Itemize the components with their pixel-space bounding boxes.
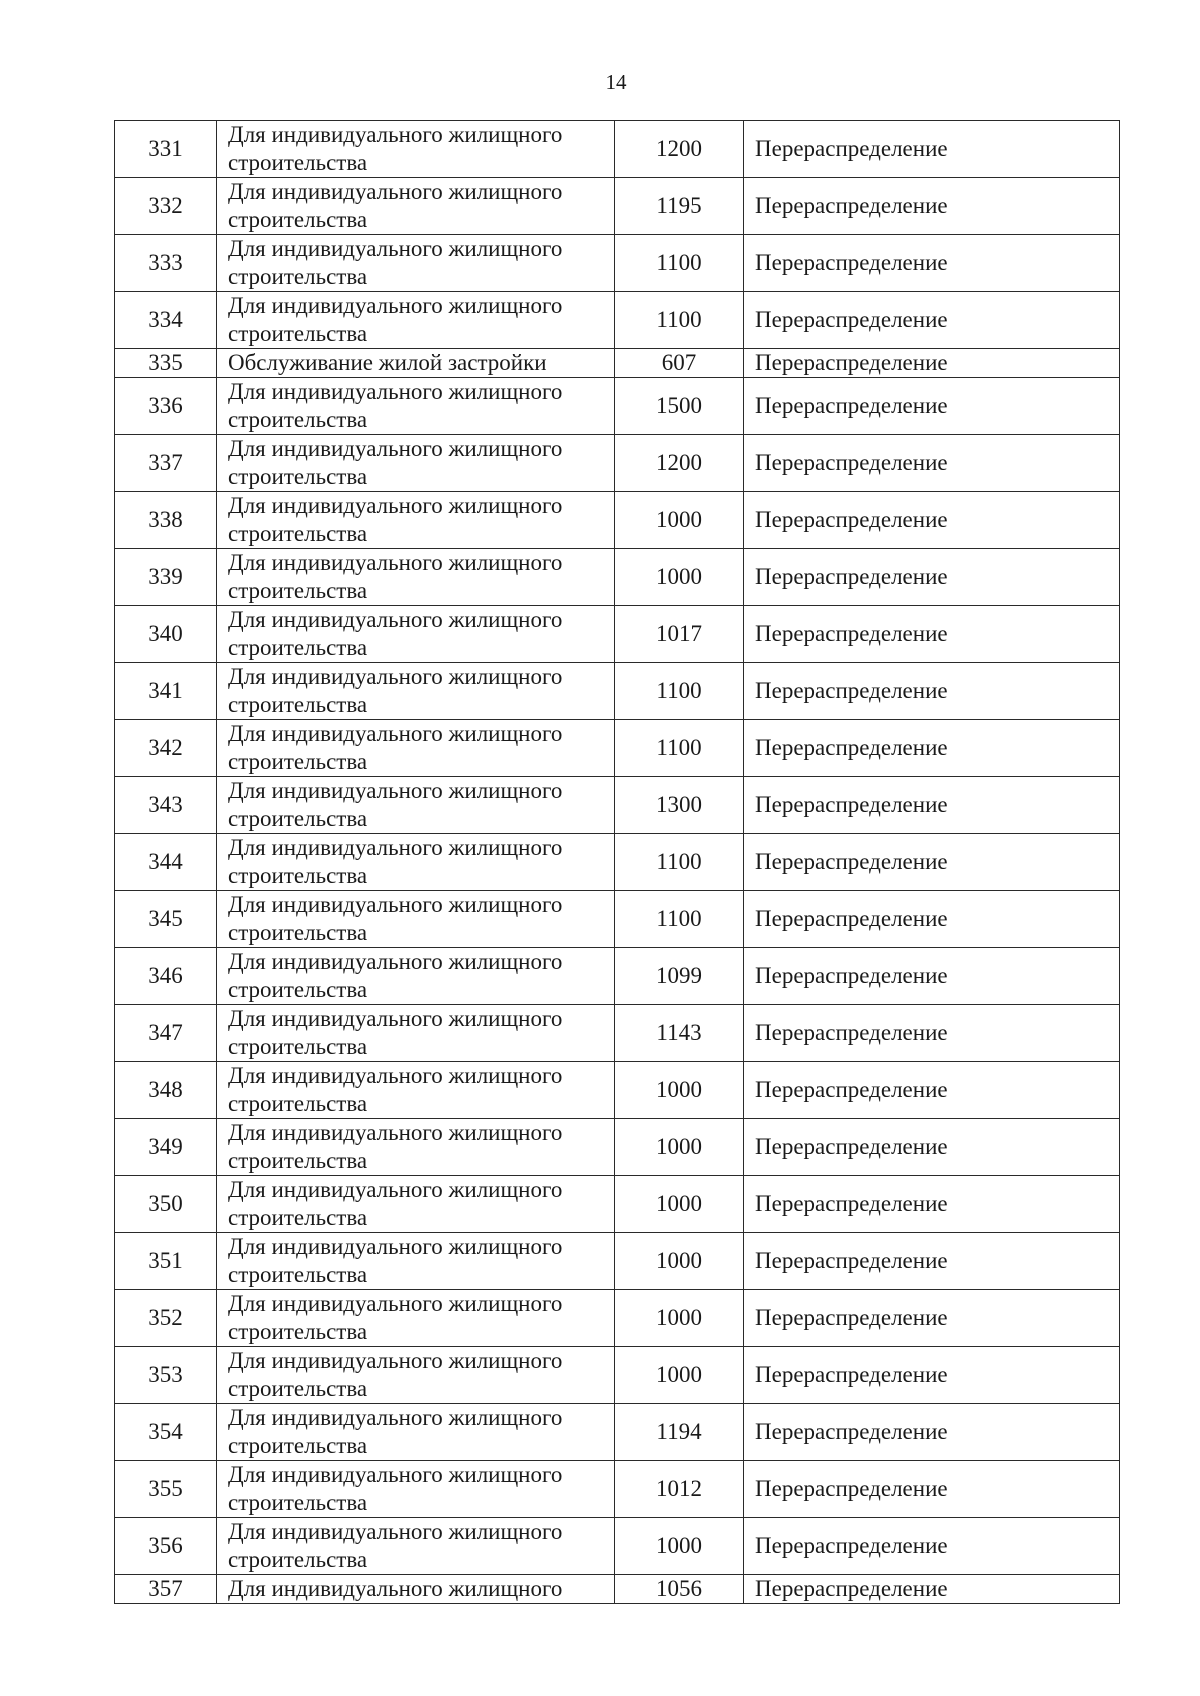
row-number-cell bbox=[115, 1005, 217, 1062]
row-number-text: 332 bbox=[148, 193, 183, 218]
land-use-cell bbox=[217, 663, 615, 720]
area-text: 1000 bbox=[656, 564, 702, 589]
table-row bbox=[115, 1575, 1120, 1604]
land-use-text: Для индивидуального жилищного строительства bbox=[228, 1120, 563, 1173]
area-cell bbox=[615, 235, 744, 292]
table-row bbox=[115, 549, 1120, 606]
row-number-text: 336 bbox=[148, 393, 183, 418]
row-number-text: 342 bbox=[148, 735, 183, 760]
area-cell bbox=[615, 663, 744, 720]
area-text: 1143 bbox=[656, 1020, 702, 1045]
formation-method-cell bbox=[744, 178, 1120, 235]
area-cell bbox=[615, 1233, 744, 1290]
row-number-cell bbox=[115, 1575, 217, 1604]
formation-method-cell bbox=[744, 1005, 1120, 1062]
row-number-text: 348 bbox=[148, 1077, 183, 1102]
formation-method-cell bbox=[744, 1461, 1120, 1518]
land-use-text: Для индивидуального жилищного строительства bbox=[228, 1405, 563, 1458]
land-use-text: Для индивидуального жилищного строительства bbox=[228, 664, 563, 717]
area-cell bbox=[615, 1518, 744, 1575]
area-text: 1100 bbox=[656, 250, 702, 275]
land-plots-table bbox=[114, 120, 1120, 1604]
land-use-cell bbox=[217, 777, 615, 834]
row-number-text: 345 bbox=[148, 906, 183, 931]
land-use-cell bbox=[217, 1119, 615, 1176]
land-use-cell bbox=[217, 235, 615, 292]
land-use-text: Для индивидуального жилищного строительства bbox=[228, 1063, 563, 1116]
area-text: 1100 bbox=[656, 307, 702, 332]
table-row bbox=[115, 349, 1120, 378]
formation-method-cell bbox=[744, 235, 1120, 292]
formation-method-cell bbox=[744, 720, 1120, 777]
row-number-cell bbox=[115, 292, 217, 349]
land-use-text: Для индивидуального жилищного строительства bbox=[228, 493, 563, 546]
land-use-text: Для индивидуального жилищного строительства bbox=[228, 236, 563, 289]
formation-method-cell bbox=[744, 435, 1120, 492]
table-row bbox=[115, 1518, 1120, 1575]
area-text: 1200 bbox=[656, 450, 702, 475]
land-use-cell bbox=[217, 549, 615, 606]
formation-method-text: Перераспределение bbox=[755, 621, 948, 646]
formation-method-cell bbox=[744, 948, 1120, 1005]
area-cell bbox=[615, 606, 744, 663]
land-use-text: Для индивидуального жилищного строительства bbox=[228, 1519, 563, 1572]
formation-method-cell bbox=[744, 1176, 1120, 1233]
formation-method-cell bbox=[744, 121, 1120, 178]
table-row bbox=[115, 1119, 1120, 1176]
area-text: 1056 bbox=[656, 1576, 702, 1601]
row-number-cell bbox=[115, 1404, 217, 1461]
land-use-text: Для индивидуального жилищного строительства bbox=[228, 1291, 563, 1344]
formation-method-text: Перераспределение bbox=[755, 1020, 948, 1045]
table-row bbox=[115, 1176, 1120, 1233]
table-row bbox=[115, 1233, 1120, 1290]
table-row bbox=[115, 834, 1120, 891]
land-use-text: Для индивидуального жилищного строительства bbox=[228, 550, 563, 603]
row-number-cell bbox=[115, 606, 217, 663]
area-cell bbox=[615, 1404, 744, 1461]
row-number-cell bbox=[115, 720, 217, 777]
row-number-text: 351 bbox=[148, 1248, 183, 1273]
table-row bbox=[115, 1005, 1120, 1062]
table-row bbox=[115, 378, 1120, 435]
area-cell bbox=[615, 891, 744, 948]
formation-method-cell bbox=[744, 1347, 1120, 1404]
area-text: 1099 bbox=[656, 963, 702, 988]
formation-method-text: Перераспределение bbox=[755, 307, 948, 332]
row-number-text: 353 bbox=[148, 1362, 183, 1387]
table-row bbox=[115, 235, 1120, 292]
row-number-cell bbox=[115, 121, 217, 178]
row-number-cell bbox=[115, 891, 217, 948]
row-number-text: 354 bbox=[148, 1419, 183, 1444]
land-use-text: Для индивидуального жилищного строительства bbox=[228, 949, 563, 1002]
formation-method-cell bbox=[744, 1575, 1120, 1604]
row-number-text: 355 bbox=[148, 1476, 183, 1501]
area-cell bbox=[615, 948, 744, 1005]
land-use-text: Для индивидуального жилищного строительства bbox=[228, 1462, 563, 1515]
formation-method-text: Перераспределение bbox=[755, 735, 948, 760]
table-row bbox=[115, 121, 1120, 178]
formation-method-text: Перераспределение bbox=[755, 1576, 948, 1601]
formation-method-text: Перераспределение bbox=[755, 193, 948, 218]
formation-method-cell bbox=[744, 777, 1120, 834]
land-use-cell bbox=[217, 606, 615, 663]
area-text: 1100 bbox=[656, 906, 702, 931]
formation-method-text: Перераспределение bbox=[755, 136, 948, 161]
area-cell bbox=[615, 378, 744, 435]
table-row bbox=[115, 1404, 1120, 1461]
formation-method-text: Перераспределение bbox=[755, 1077, 948, 1102]
formation-method-cell bbox=[744, 1518, 1120, 1575]
row-number-cell bbox=[115, 1062, 217, 1119]
area-cell bbox=[615, 121, 744, 178]
area-cell bbox=[615, 1005, 744, 1062]
land-use-cell bbox=[217, 1005, 615, 1062]
area-text: 1000 bbox=[656, 1191, 702, 1216]
row-number-text: 338 bbox=[148, 507, 183, 532]
row-number-cell bbox=[115, 549, 217, 606]
land-use-text: Для индивидуального жилищного строительства bbox=[228, 1348, 563, 1401]
area-cell bbox=[615, 349, 744, 378]
row-number-cell bbox=[115, 777, 217, 834]
row-number-text: 335 bbox=[148, 350, 183, 375]
area-cell bbox=[615, 1176, 744, 1233]
table-row bbox=[115, 1347, 1120, 1404]
formation-method-text: Перераспределение bbox=[755, 1305, 948, 1330]
row-number-text: 344 bbox=[148, 849, 183, 874]
table-body bbox=[115, 121, 1120, 1604]
land-use-cell bbox=[217, 720, 615, 777]
formation-method-cell bbox=[744, 606, 1120, 663]
area-cell bbox=[615, 178, 744, 235]
area-cell bbox=[615, 549, 744, 606]
area-cell bbox=[615, 777, 744, 834]
row-number-cell bbox=[115, 349, 217, 378]
table-row bbox=[115, 492, 1120, 549]
area-text: 1300 bbox=[656, 792, 702, 817]
table-row bbox=[115, 948, 1120, 1005]
land-use-cell bbox=[217, 948, 615, 1005]
land-use-text: Для индивидуального жилищного строительства bbox=[228, 607, 563, 660]
formation-method-cell bbox=[744, 378, 1120, 435]
table-row bbox=[115, 435, 1120, 492]
formation-method-cell bbox=[744, 1290, 1120, 1347]
formation-method-cell bbox=[744, 492, 1120, 549]
area-cell bbox=[615, 292, 744, 349]
area-text: 1000 bbox=[656, 1362, 702, 1387]
row-number-text: 334 bbox=[148, 307, 183, 332]
area-text: 607 bbox=[661, 350, 697, 375]
formation-method-cell bbox=[744, 1233, 1120, 1290]
table-row bbox=[115, 292, 1120, 349]
formation-method-cell bbox=[744, 549, 1120, 606]
row-number-cell bbox=[115, 663, 217, 720]
table-row bbox=[115, 1461, 1120, 1518]
formation-method-cell bbox=[744, 292, 1120, 349]
land-use-text: Для индивидуального жилищного строительства bbox=[228, 379, 563, 432]
row-number-cell bbox=[115, 235, 217, 292]
formation-method-text: Перераспределение bbox=[755, 450, 948, 475]
land-use-text: Для индивидуального жилищного строительства bbox=[228, 1006, 563, 1059]
land-use-cell bbox=[217, 435, 615, 492]
area-cell bbox=[615, 1347, 744, 1404]
row-number-cell bbox=[115, 1461, 217, 1518]
land-use-cell bbox=[217, 121, 615, 178]
area-text: 1500 bbox=[656, 393, 702, 418]
area-cell bbox=[615, 1290, 744, 1347]
formation-method-cell bbox=[744, 1404, 1120, 1461]
area-text: 1100 bbox=[656, 849, 702, 874]
formation-method-text: Перераспределение bbox=[755, 963, 948, 988]
formation-method-cell bbox=[744, 1119, 1120, 1176]
land-use-text: Для индивидуального жилищного строительства bbox=[228, 1234, 563, 1287]
land-use-cell bbox=[217, 1575, 615, 1604]
formation-method-cell bbox=[744, 663, 1120, 720]
area-cell bbox=[615, 1575, 744, 1604]
land-use-text: Для индивидуального жилищного строительства bbox=[228, 892, 563, 945]
table-row bbox=[115, 1062, 1120, 1119]
row-number-text: 333 bbox=[148, 250, 183, 275]
land-use-cell bbox=[217, 1176, 615, 1233]
area-text: 1100 bbox=[656, 735, 702, 760]
land-use-cell bbox=[217, 834, 615, 891]
table-row bbox=[115, 720, 1120, 777]
formation-method-text: Перераспределение bbox=[755, 1362, 948, 1387]
formation-method-text: Перераспределение bbox=[755, 1476, 948, 1501]
row-number-cell bbox=[115, 948, 217, 1005]
land-use-text: Для индивидуального жилищного строительства bbox=[228, 122, 563, 175]
area-cell bbox=[615, 1119, 744, 1176]
row-number-text: 343 bbox=[148, 792, 183, 817]
land-use-cell bbox=[217, 1461, 615, 1518]
land-use-cell bbox=[217, 1233, 615, 1290]
table-row bbox=[115, 663, 1120, 720]
area-cell bbox=[615, 492, 744, 549]
formation-method-text: Перераспределение bbox=[755, 1191, 948, 1216]
area-text: 1017 bbox=[656, 621, 702, 646]
formation-method-text: Перераспределение bbox=[755, 678, 948, 703]
table-row bbox=[115, 777, 1120, 834]
formation-method-text: Перераспределение bbox=[755, 564, 948, 589]
formation-method-text: Перераспределение bbox=[755, 1419, 948, 1444]
formation-method-cell bbox=[744, 891, 1120, 948]
row-number-cell bbox=[115, 378, 217, 435]
land-use-text: Для индивидуального жилищного строительства bbox=[228, 835, 563, 888]
area-text: 1012 bbox=[656, 1476, 702, 1501]
row-number-text: 357 bbox=[148, 1576, 183, 1601]
area-text: 1100 bbox=[656, 678, 702, 703]
land-use-text: Для индивидуального жилищного строительства bbox=[228, 436, 563, 489]
formation-method-text: Перераспределение bbox=[755, 849, 948, 874]
area-text: 1000 bbox=[656, 1533, 702, 1558]
table-row bbox=[115, 178, 1120, 235]
row-number-cell bbox=[115, 1176, 217, 1233]
row-number-cell bbox=[115, 834, 217, 891]
area-text: 1200 bbox=[656, 136, 702, 161]
area-cell bbox=[615, 834, 744, 891]
area-cell bbox=[615, 1461, 744, 1518]
area-cell bbox=[615, 1062, 744, 1119]
formation-method-text: Перераспределение bbox=[755, 350, 948, 375]
formation-method-text: Перераспределение bbox=[755, 1248, 948, 1273]
table-row bbox=[115, 606, 1120, 663]
row-number-cell bbox=[115, 435, 217, 492]
area-text: 1194 bbox=[656, 1419, 702, 1444]
table-row bbox=[115, 891, 1120, 948]
formation-method-cell bbox=[744, 834, 1120, 891]
land-use-cell bbox=[217, 1062, 615, 1119]
area-text: 1000 bbox=[656, 1077, 702, 1102]
row-number-text: 347 bbox=[148, 1020, 183, 1045]
page-number: 14 bbox=[605, 70, 627, 94]
area-cell bbox=[615, 435, 744, 492]
formation-method-text: Перераспределение bbox=[755, 250, 948, 275]
land-use-text: Для индивидуального жилищного bbox=[228, 1576, 563, 1601]
row-number-text: 350 bbox=[148, 1191, 183, 1216]
formation-method-text: Перераспределение bbox=[755, 507, 948, 532]
row-number-text: 346 bbox=[148, 963, 183, 988]
formation-method-cell bbox=[744, 1062, 1120, 1119]
land-use-cell bbox=[217, 1290, 615, 1347]
land-use-cell bbox=[217, 1518, 615, 1575]
row-number-cell bbox=[115, 178, 217, 235]
formation-method-text: Перераспределение bbox=[755, 1533, 948, 1558]
formation-method-text: Перераспределение bbox=[755, 1134, 948, 1159]
formation-method-text: Перераспределение bbox=[755, 792, 948, 817]
land-use-text: Обслуживание жилой застройки bbox=[228, 350, 547, 375]
row-number-text: 340 bbox=[148, 621, 183, 646]
row-number-text: 349 bbox=[148, 1134, 183, 1159]
row-number-cell bbox=[115, 1347, 217, 1404]
land-use-cell bbox=[217, 1347, 615, 1404]
land-use-text: Для индивидуального жилищного строительства bbox=[228, 721, 563, 774]
formation-method-text: Перераспределение bbox=[755, 393, 948, 418]
row-number-text: 341 bbox=[148, 678, 183, 703]
land-use-cell bbox=[217, 1404, 615, 1461]
land-use-text: Для индивидуального жилищного строительства bbox=[228, 1177, 563, 1230]
row-number-text: 331 bbox=[148, 136, 183, 161]
land-use-cell bbox=[217, 292, 615, 349]
table-row bbox=[115, 1290, 1120, 1347]
area-text: 1000 bbox=[656, 1305, 702, 1330]
land-use-cell bbox=[217, 349, 615, 378]
land-use-cell bbox=[217, 178, 615, 235]
area-text: 1195 bbox=[656, 193, 702, 218]
row-number-cell bbox=[115, 1233, 217, 1290]
land-use-cell bbox=[217, 492, 615, 549]
row-number-cell bbox=[115, 492, 217, 549]
row-number-text: 337 bbox=[148, 450, 183, 475]
land-use-text: Для индивидуального жилищного строительства bbox=[228, 778, 563, 831]
land-use-cell bbox=[217, 891, 615, 948]
land-use-text: Для индивидуального жилищного строительства bbox=[228, 179, 563, 232]
area-text: 1000 bbox=[656, 1248, 702, 1273]
area-text: 1000 bbox=[656, 1134, 702, 1159]
row-number-cell bbox=[115, 1290, 217, 1347]
row-number-text: 339 bbox=[148, 564, 183, 589]
area-text: 1000 bbox=[656, 507, 702, 532]
row-number-text: 352 bbox=[148, 1305, 183, 1330]
row-number-text: 356 bbox=[148, 1533, 183, 1558]
formation-method-text: Перераспределение bbox=[755, 906, 948, 931]
row-number-cell bbox=[115, 1119, 217, 1176]
row-number-cell bbox=[115, 1518, 217, 1575]
area-cell bbox=[615, 720, 744, 777]
land-use-cell bbox=[217, 378, 615, 435]
formation-method-cell bbox=[744, 349, 1120, 378]
land-use-text: Для индивидуального жилищного строительства bbox=[228, 293, 563, 346]
